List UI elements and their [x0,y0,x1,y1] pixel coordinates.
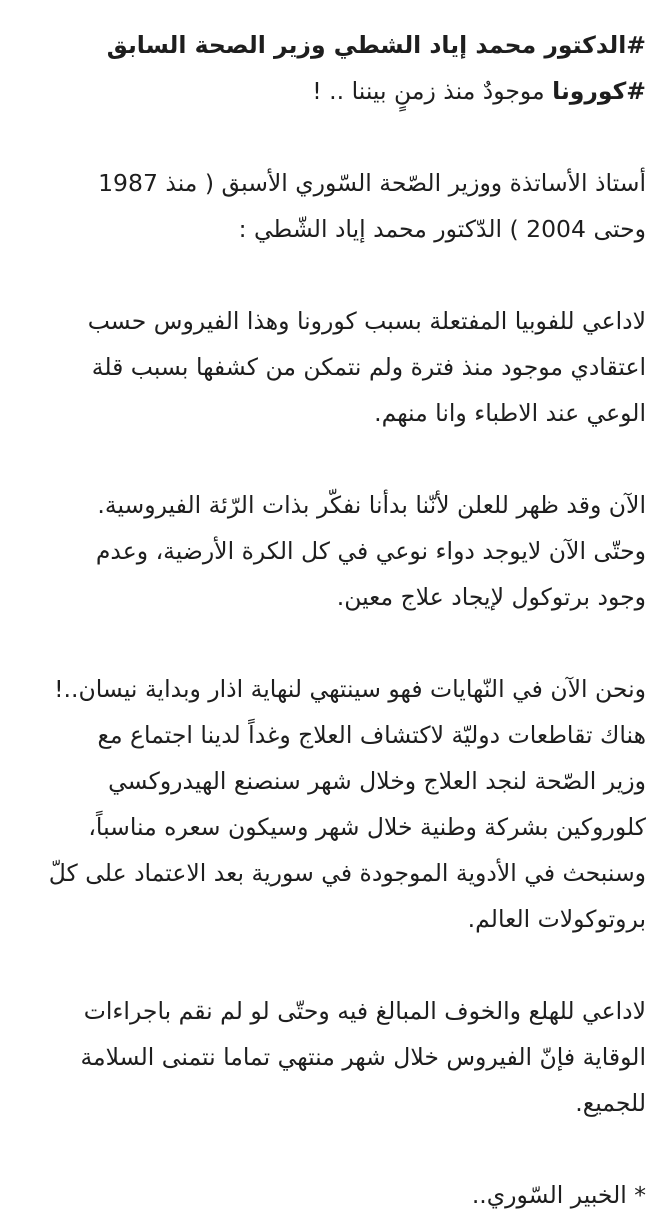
paragraph-3-line-5: وسنبحث في الأدوية الموجودة في سورية بعد الاعتماد على كلّ [48,859,646,887]
paragraph-3-line-1: ونحن الآن في النّهايات فهو سينتهي لنهاية اذار وبداية نيسان..! [54,675,646,703]
hashtag-corona[interactable]: #كورونا [552,77,646,105]
paragraph-4-line-2: الوقاية فإنّ الفيروس خلال شهر منتهي تماما نتمنى السلامة [80,1043,646,1071]
paragraph-2-line-3: وجود برتوكول لإيجاد علاج معين. [336,583,646,611]
header-line-2-text: موجودٌ منذ زمنٍ بيننا .. ! [312,77,553,105]
spacer [6,620,646,666]
header-line-1 [6,22,646,68]
paragraph-4 [6,988,646,1126]
paragraph-1-line-1: لاداعي للفوبيا المفتعلة بسبب كورونا وهذا الفيروس حسب [87,307,646,335]
signature-paragraph [6,1172,646,1218]
spacer [6,942,646,988]
paragraph-4-line-3: للجميع. [575,1089,646,1117]
spacer [6,436,646,482]
spacer [6,114,646,160]
header-line-1-text: محمد إياد الشطي وزير الصحة السابق [106,31,545,59]
paragraph-2-line-1: الآن وقد ظهر للعلن لأنّنا بدأنا نفكّر بذات الرّئة الفيروسية. [97,491,646,519]
paragraph-4-line-1: لاداعي للهلع والخوف المبالغ فيه وحتّى لو لم نقم باجراءات [83,997,646,1025]
paragraph-3-line-2: هناك تقاطعات دوليّة لاكتشاف العلاج وغداً لدينا اجتماع مع [97,721,646,749]
signature: * الخبير السّوري.. [471,1181,646,1209]
paragraph-1-line-2: اعتقادي موجود منذ فترة ولم نتمكن من كشفها بسبب قلة [91,353,646,381]
paragraph-1-line-3: الوعي عند الاطباء وانا منهم. [374,399,646,427]
intro-line-1: أستاذ الأساتذة ووزير الصّحة السّوري الأسبق ( منذ 1987 [98,169,646,197]
spacer [6,1126,646,1172]
paragraph-3 [6,666,646,942]
hashtag-doctor[interactable]: #الدكتور [544,31,646,59]
paragraph-1 [6,298,646,436]
post-header [6,22,646,114]
header-line-2 [6,68,646,114]
intro-paragraph [6,160,646,252]
paragraph-2-line-2: وحتّى الآن لايوجد دواء نوعي في كل الكرة الأرضية، وعدم [95,537,646,565]
paragraph-2 [6,482,646,620]
paragraph-3-line-4: كلوروكين بشركة وطنية خلال شهر وسيكون سعره مناسباً، [88,813,646,841]
spacer [6,252,646,298]
intro-line-2: وحتى 2004 ) الدّكتور محمد إياد الشّطي : [238,215,646,243]
paragraph-3-line-3: وزير الصّحة لنجد العلاج وخلال شهر سنصنع الهيدروكسي [108,767,646,795]
paragraph-3-line-6: بروتوكولات العالم. [467,905,646,933]
